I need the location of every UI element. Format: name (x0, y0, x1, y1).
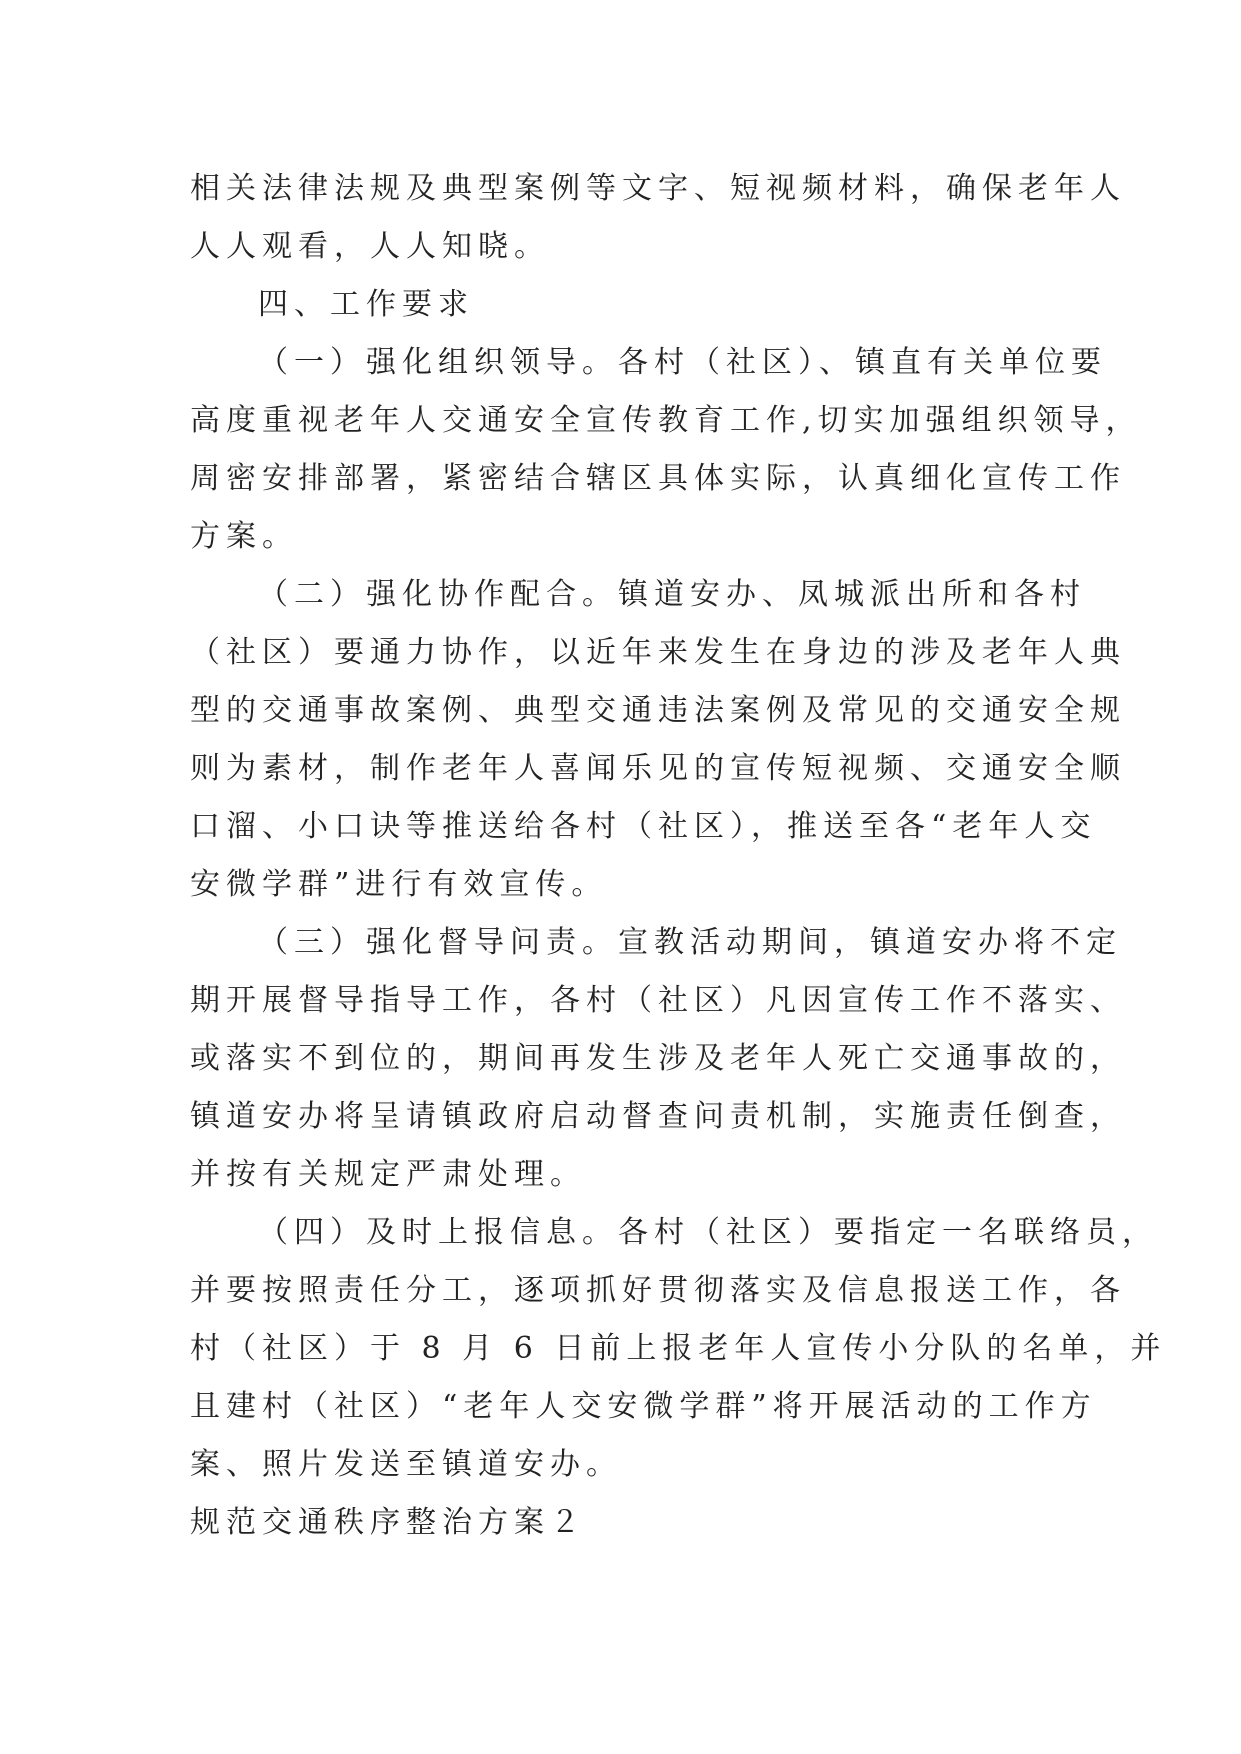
body-text-line: 口溜、小口诀等推送给各村（社区），推送至各“老年人交 (190, 809, 1097, 844)
paragraph-start: （一）强化组织领导。各村（社区）、镇直有关单位要 (258, 345, 1107, 380)
body-text-line: 镇道安办将呈请镇政府启动督查问责机制，实施责任倒查， (190, 1099, 1126, 1134)
body-text-line: 高度重视老年人交通安全宣传教育工作,切实加强组织领导， (190, 403, 1142, 438)
paragraph-start: （四）及时上报信息。各村（社区）要指定一名联络员， (258, 1215, 1158, 1250)
paragraph-start: （二）强化协作配合。镇道安办、凤城派出所和各村 (258, 577, 1086, 612)
body-text-line: 方案。 (190, 519, 298, 554)
body-text-line: 村（社区）于 8 月 6 日前上报老年人宣传小分队的名单，并 (190, 1331, 1167, 1366)
document-body (190, 160, 1167, 1552)
body-text-line: 安微学群”进行有效宣传。 (190, 867, 608, 902)
body-text-line: 并要按照责任分工，逐项抓好贯彻落实及信息报送工作，各 (190, 1273, 1126, 1308)
paragraph-start: （三）强化督导问责。宣教活动期间，镇道安办将不定 (258, 925, 1122, 960)
body-text-line: 周密安排部署，紧密结合辖区具体实际，认真细化宣传工作 (190, 461, 1126, 496)
body-text-line: 期开展督导指导工作，各村（社区）凡因宣传工作不落实、 (190, 983, 1126, 1018)
section-heading: 四、工作要求 (258, 287, 474, 322)
section-title: 规范交通秩序整治方案２ (190, 1505, 586, 1540)
body-text-line: 人人观看，人人知晓。 (190, 229, 550, 264)
body-text-line: （社区）要通力协作，以近年来发生在身边的涉及老年人典 (190, 635, 1126, 670)
body-text-line: 并按有关规定严肃处理。 (190, 1157, 586, 1192)
body-text-line: 相关法律法规及典型案例等文字、短视频材料，确保老年人 (190, 171, 1126, 206)
body-text-line: 或落实不到位的，期间再发生涉及老年人死亡交通事故的， (190, 1041, 1126, 1076)
body-text-line: 案、照片发送至镇道安办。 (190, 1447, 622, 1482)
body-text-line: 型的交通事故案例、典型交通违法案例及常见的交通安全规 (190, 693, 1126, 728)
body-text-line: 且建村（社区）“老年人交安微学群”将开展活动的工作方 (190, 1389, 1097, 1424)
body-text-line: 则为素材，制作老年人喜闻乐见的宣传短视频、交通安全顺 (190, 751, 1126, 786)
